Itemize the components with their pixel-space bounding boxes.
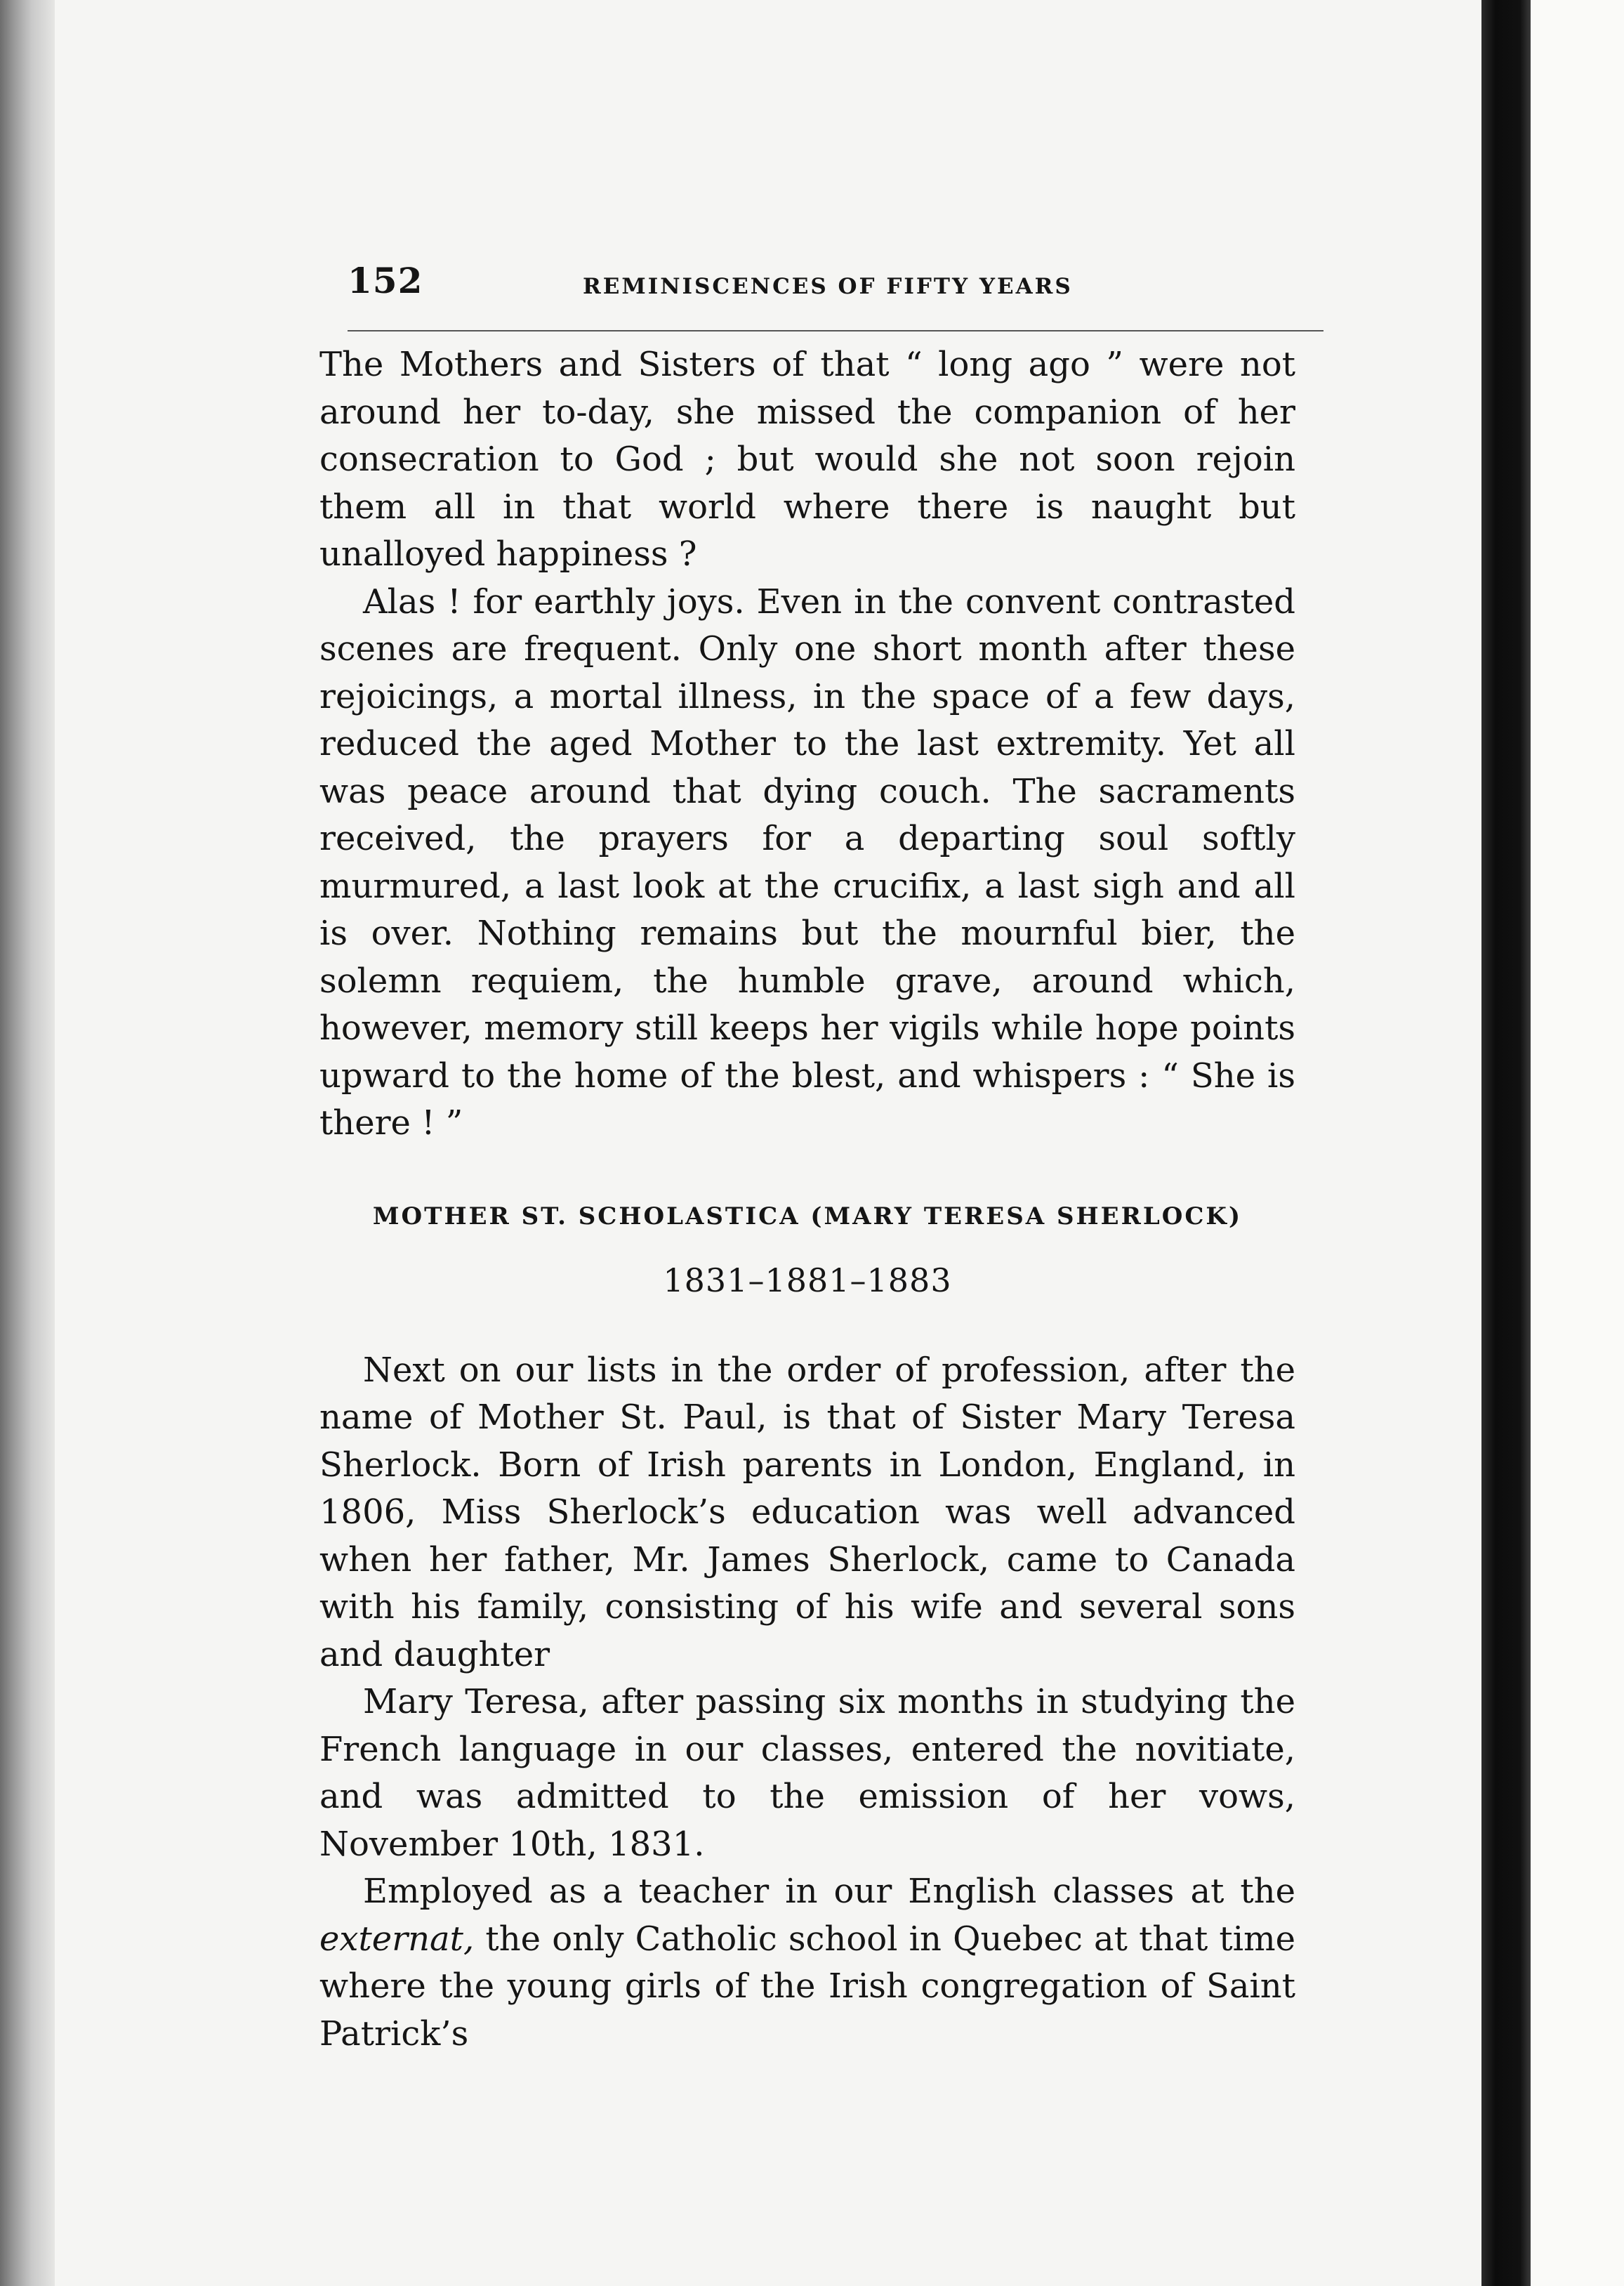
externat-italic: externat, <box>319 1919 475 1959</box>
paragraph-employed <box>319 1868 1295 2058</box>
page-content <box>319 253 1323 2058</box>
running-head <box>319 253 1323 330</box>
paragraph-next-on-lists: Next on our lists in the order of profession, after the name of Mother St. Paul, is that of Sister Mary Teresa Sherlock. Born of Irish parents in London, England, in 1806, Miss Sherlock’s education was well advanced when her father, Mr. James Sherlock, came to Canada with his family, consisting of his wife and several sons and daughter <box>319 1350 1295 1674</box>
binding-gutter <box>0 0 55 2286</box>
paragraph-alas: Alas ! for earthly joys. Even in the convent contrasted scenes are frequent. Only one short month after these rejoicings, a mortal illness, in the space of a few days, reduced the aged Mother to the last extremity. Yet all was peace around that dying couch. The sacraments received, the prayers for a departing soul softly murmured, a last look at the crucifix, a last sigh and all is over. Nothing remains but the mournful bier, the solemn requiem, the humble grave, around which, however, memory still keeps her vigils while hope points upward to the home of the blest, and whispers : “ She is there ! ” <box>319 582 1295 1143</box>
header-rule <box>348 330 1323 331</box>
paragraph-continued: The Mothers and Sisters of that “ long ago ” were not around her to-day, she missed the companion of her consecration to God ; but would she not soon rejoin them all in that world where there is naught but unalloyed happiness ? <box>319 345 1295 574</box>
running-title: REMINISCENCES OF FIFTY YEARS <box>583 274 1073 299</box>
page-edge-shadow <box>1481 0 1531 2286</box>
section-heading: MOTHER ST. SCHOLASTICA (MARY TERESA SHERLOCK) <box>372 1202 1243 1230</box>
paragraph-mary-teresa: Mary Teresa, after passing six months in studying the French language in our classes, entered the novitiate, and was admitted to the emission of her vows, November 10th, 1831. <box>319 1682 1295 1864</box>
employed-text-end: the only Catholic school in Quebec at that time where the young girls of the Irish congregation of Saint Patrick’s <box>319 1919 1295 2054</box>
section-dates: 1831–1881–1883 <box>663 1261 952 1299</box>
adjacent-page-margin <box>1531 0 1624 2286</box>
page-number: 152 <box>348 260 423 301</box>
employed-text-start: Employed as a teacher in our English classes at the <box>363 1872 1295 1911</box>
